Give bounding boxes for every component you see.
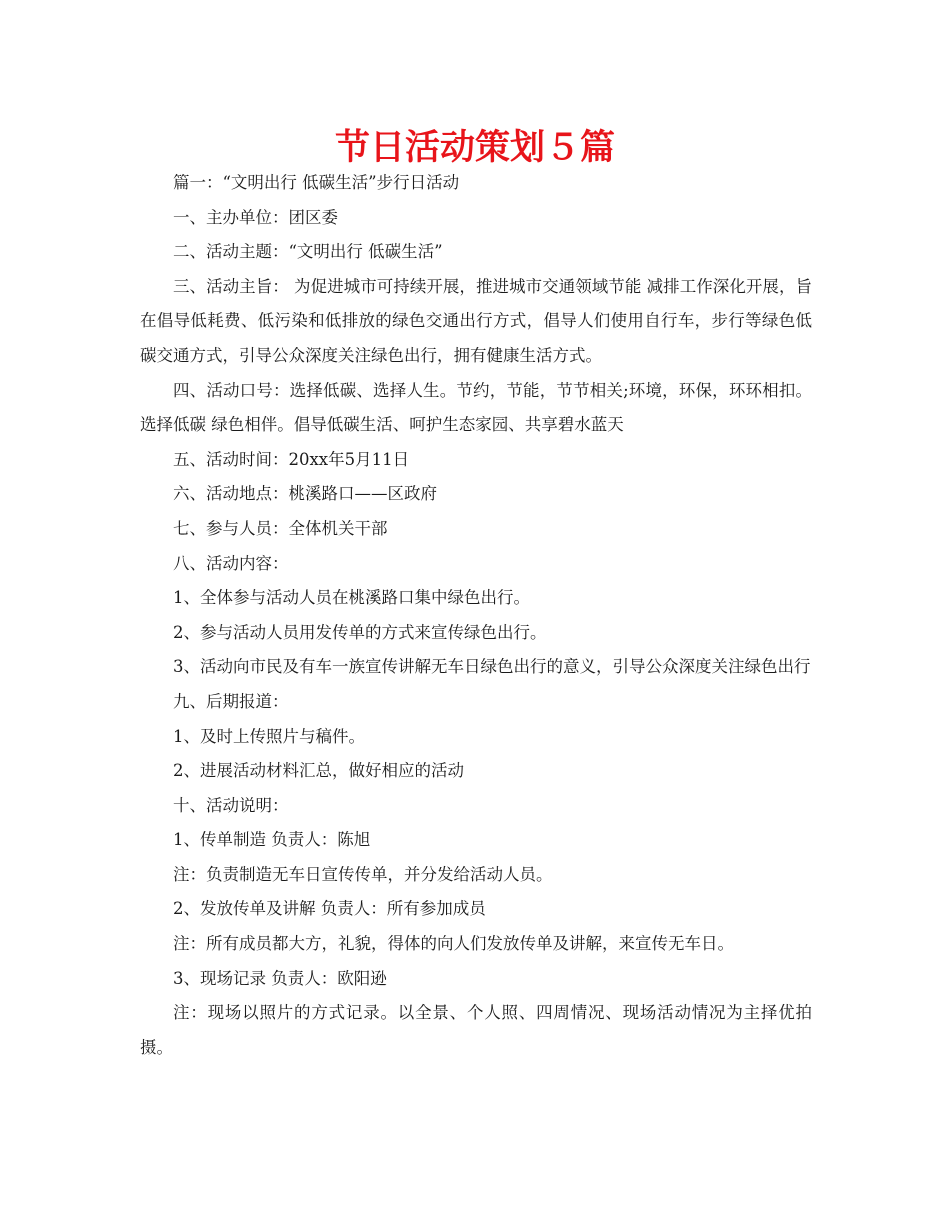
paragraph: 四、活动口号：选择低碳、选择人生。节约，节能，节节相关;环境，环保，环环相扣。选择低碳 绿色相伴。倡导低碳生活、呵护生态家园、共享碧水蓝天 xyxy=(140,380,812,435)
paragraph: 十、活动说明： xyxy=(173,795,289,815)
paragraph: 九、后期报道： xyxy=(173,691,289,711)
paragraph: 2、参与活动人员用发传单的方式来宣传绿色出行。 xyxy=(173,622,547,642)
paragraph: 注：负责制造无车日宣传传单，并分发给活动人员。 xyxy=(173,864,553,884)
paragraph: 1、传单制造 负责人：陈旭 xyxy=(173,830,371,850)
paragraph: 3、现场记录 负责人：欧阳逊 xyxy=(173,968,387,988)
paragraph: 2、进展活动材料汇总，做好相应的活动 xyxy=(173,761,464,781)
paragraph: 二、活动主题：“文明出行 低碳生活” xyxy=(173,242,443,262)
paragraph: 六、活动地点：桃溪路口——区政府 xyxy=(173,484,437,504)
document-title: 节日活动策划５篇 xyxy=(334,128,615,168)
paragraph: 五、活动时间：20xx年5月11日 xyxy=(173,449,410,469)
paragraph: 注：所有成员都大方，礼貌，得体的向人们发放传单及讲解，来宣传无车日。 xyxy=(173,934,734,954)
paragraph: 三、活动主旨： 为促进城市可持续开展，推进城市交通领域节能 减排工作深化开展，旨在倡导低耗费、低污染和低排放的绿色交通出行方式，倡导人们使用自行车，步行等绿色低碳交通方式，引导公众深度关注绿色出行，拥有健康生活方式。 xyxy=(140,276,812,365)
paragraph: 1、全体参与活动人员在桃溪路口集中绿色出行。 xyxy=(173,588,530,608)
paragraph: 一、主办单位：团区委 xyxy=(173,207,338,227)
paragraph: 注：现场以照片的方式记录。以全景、个人照、四周情况、现场活动情况为主择优拍摄。 xyxy=(140,1003,812,1057)
paragraph: 篇一：“文明出行 低碳生活”步行日活动 xyxy=(173,173,460,192)
paragraph: 八、活动内容： xyxy=(173,553,289,573)
document-body xyxy=(140,166,812,1065)
paragraph: 3、活动向市民及有车一族宣传讲解无车日绿色出行的意义，引导公众深度关注绿色出行 xyxy=(173,657,811,677)
paragraph: 1、及时上传照片与稿件。 xyxy=(173,726,365,746)
paragraph: 2、发放传单及讲解 负责人：所有参加成员 xyxy=(173,899,486,919)
paragraph: 七、参与人员：全体机关干部 xyxy=(173,518,388,538)
